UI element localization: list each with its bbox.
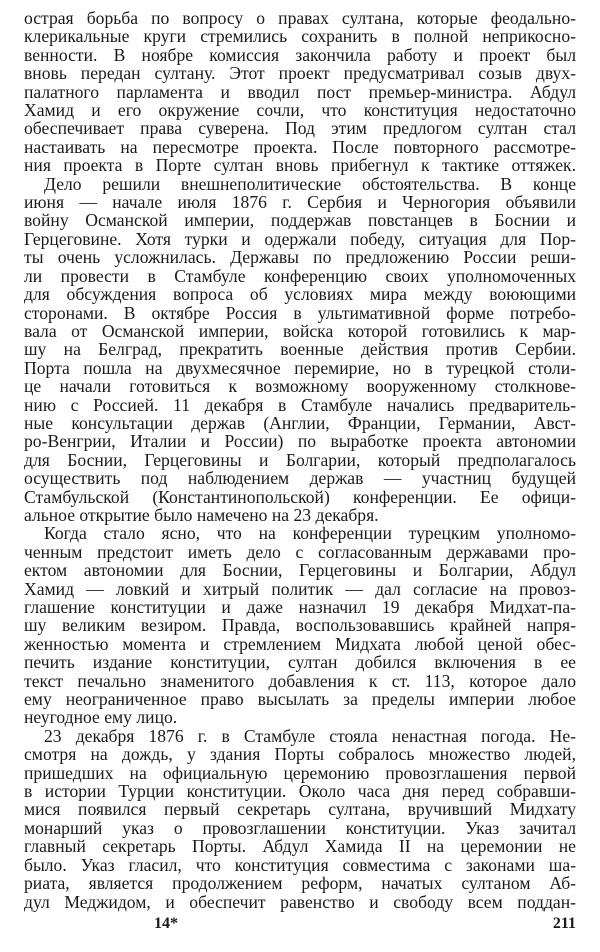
text-line: обеспечивает права суверена. Под этим предлогом султан стал <box>24 118 576 139</box>
text-line: ные консультации держав (Англии, Франции, Германии, Авст- <box>24 412 576 433</box>
text-line: шу на Белград, прекратить военные действия против Сербии. <box>24 339 576 360</box>
text-line: шу великим везиром. Правда, воспользовавшись крайней напря- <box>24 615 576 636</box>
text-line: Герцеговине. Хотя турки и одержали победу, ситуация для Пор- <box>24 228 576 249</box>
text-line: было. Указ гласил, что конституция совместима с законами ша- <box>24 854 576 875</box>
text-line: монарший указ о провозглашении конституции. Указ зачитал <box>24 817 576 838</box>
text-line: це начали готовиться к возможному вооруженному столкнове- <box>24 376 576 397</box>
text-line: глашение конституции и даже назначил 19 декабря Мидхат-па- <box>24 597 576 617</box>
text-line: дул Меджидом, и обеспечит равенство и свободу всем поддан- <box>24 891 576 912</box>
text-line: главный секретарь Порты. Абдул Хамида II на церемонии не <box>24 836 576 857</box>
text-line: ченным предстоит иметь дело с согласованным державами про- <box>24 541 576 562</box>
text-line: сторонами. В октябре Россия в ультимативной форме потребо- <box>24 302 576 323</box>
text-line: альное открытие было намечено на 23 декабря. <box>24 504 379 525</box>
text-line: ты очень усложнилась. Державы по предложению России реши- <box>24 247 576 268</box>
text-line: 23 декабря 1876 г. в Стамбуле стояла ненастная погода. Не- <box>44 725 576 746</box>
text-line: Когда стало ясно, что на конференции турецким уполномо- <box>44 523 576 544</box>
text-line: для обсуждения вопроса об условиях мира между воюющими <box>24 284 576 305</box>
text-line: июня — начале июля 1876 г. Сербия и Черногория объявили <box>24 192 576 213</box>
text-line: для Боснии, Герцеговины и Болгарии, который предполагалось <box>24 449 576 470</box>
text-line: в истории Турции конституции. Около часа дня перед собравши- <box>24 781 576 802</box>
text-line: ро-Венгрии, Италии и России) по выработке проекта автономии <box>24 431 576 452</box>
text-line: Хамид и его окружение сочли, что конституция недостаточно <box>24 100 576 121</box>
text-line: ектом автономии для Боснии, Герцеговины и Болгарии, Абдул <box>24 560 576 581</box>
signature-mark: 14* <box>154 915 178 932</box>
page-footer <box>24 915 576 935</box>
text-line: мися появился первый секретарь султана, вручивший Мидхату <box>24 799 576 820</box>
text-line: нию с Россией. 11 декабря в Стамбуле начались предваритель- <box>24 394 576 415</box>
text-line: Стамбульской (Константинопольской) конференции. Ее офици- <box>24 486 576 507</box>
text-line: Хамид — ловкий и хитрый политик — дал согласие на провоз- <box>24 578 576 599</box>
page-body-text <box>24 9 576 911</box>
text-line: клерикальные круги стремились сохранить в полной неприкосно- <box>24 26 576 47</box>
text-line: вновь передан султану. Этот проект предусматривал созыв двух- <box>24 63 576 84</box>
text-line: острая борьба по вопросу о правах султана, которые феодально- <box>24 8 576 28</box>
text-line: ния проекта в Порте султан вновь прибегнул к тактике оттяжек. <box>24 155 576 176</box>
text-line: печить издание конституции, султан добился включения в ее <box>24 652 576 673</box>
text-line: смотря на дождь, у здания Порты собралось множество людей, <box>24 744 576 765</box>
text-line: Дело решили внешнеполитические обстоятельства. В конце <box>44 173 576 194</box>
text-line: венности. В ноябре комиссия закончила работу и проект был <box>24 44 576 65</box>
text-line: ему неограниченное право высылать за пределы империи любое <box>24 689 576 710</box>
text-line: ли провести в Стамбуле конференцию своих уполномоченных <box>24 265 576 286</box>
text-line: текст печально знаменитого добавления к ст. 113, которое дало <box>24 670 576 691</box>
text-line: войну Османской империи, поддержав повстанцев в Боснии и <box>24 210 576 231</box>
text-line: женностью момента и стремлением Мидхата любой ценой обес- <box>24 633 576 654</box>
text-line: риата, является продолжением реформ, начатых султаном Аб- <box>24 873 576 894</box>
text-line: неугодное ему лицо. <box>24 707 178 728</box>
text-line: вала от Османской империи, войска которой готовились к мар- <box>24 320 576 341</box>
text-line: настаивать на пересмотре проекта. После повторного рассмотре- <box>24 136 576 157</box>
text-line: пришедших на официальную церемонию провозглашения первой <box>24 762 576 783</box>
text-line: осуществить под наблюдением держав — участниц будущей <box>24 468 576 489</box>
text-line: палатного парламента и вводил пост премьер-министра. Абдул <box>24 81 576 102</box>
text-line: Порта пошла на двухмесячное перемирие, но в турецкой столи- <box>24 357 576 378</box>
page-number: 211 <box>552 915 576 932</box>
